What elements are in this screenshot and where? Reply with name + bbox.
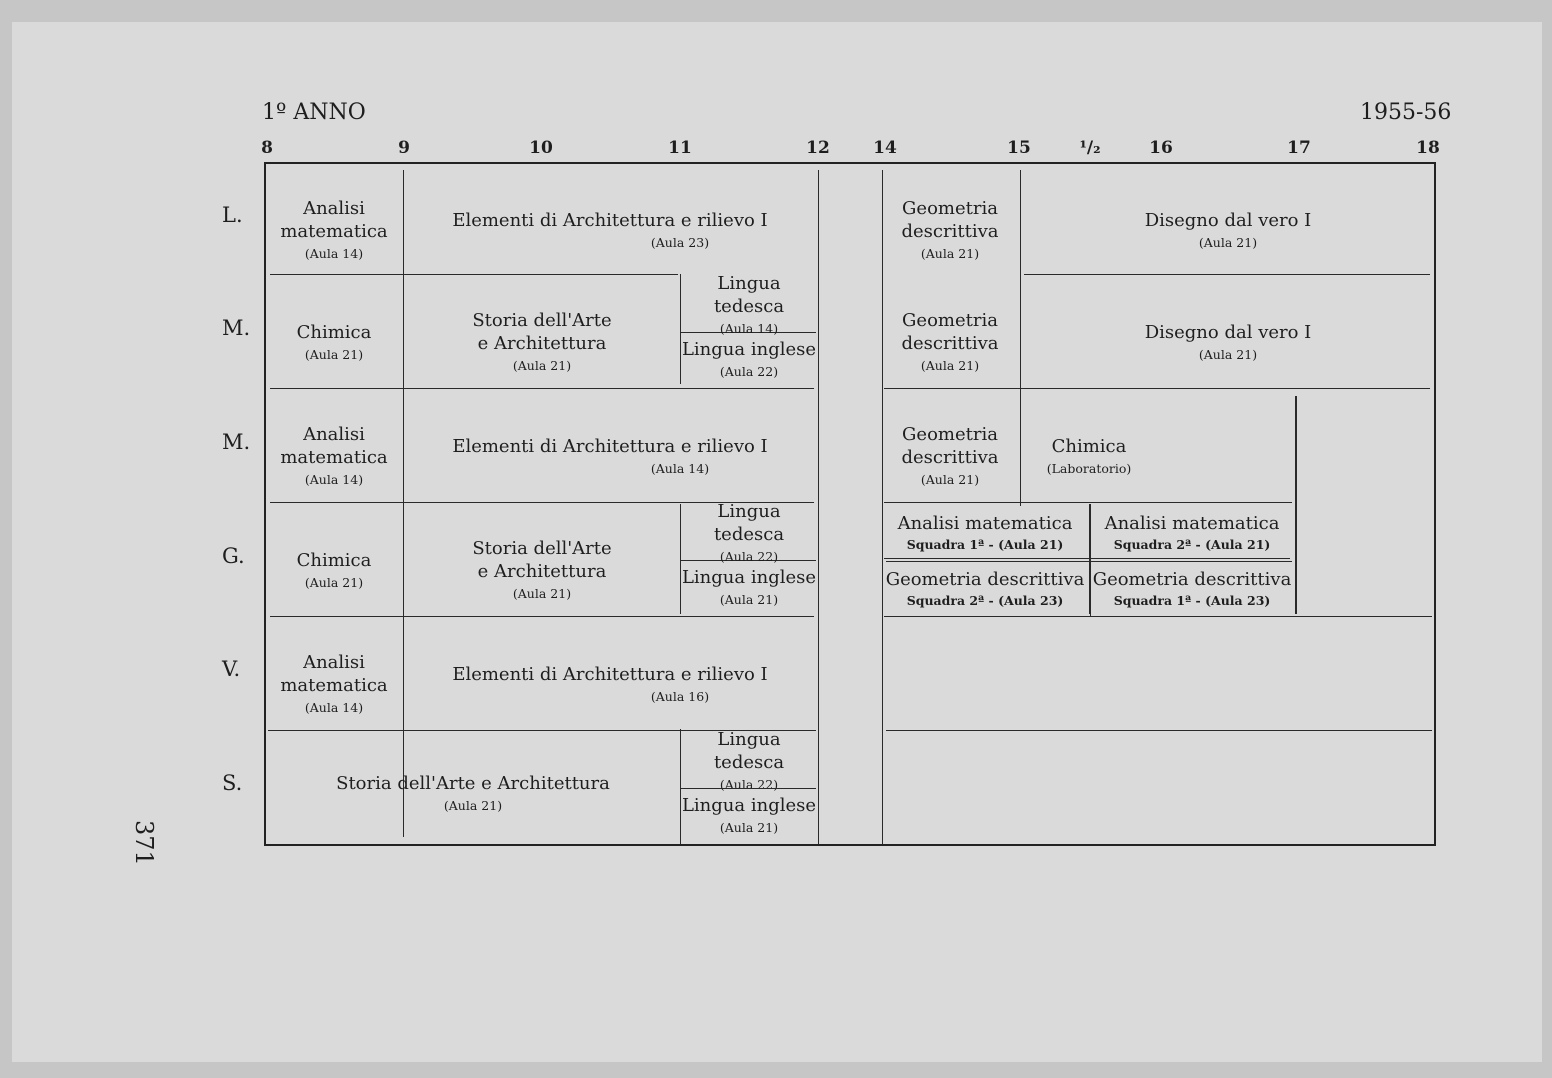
lesson-storia-arte (404, 290, 680, 396)
lesson-elementi-architettura (404, 404, 816, 510)
lesson-analisi-matematica (266, 178, 402, 284)
lesson-title: Analisi (303, 652, 365, 673)
lesson-title: Geometria (902, 310, 998, 331)
grid-line (1089, 504, 1090, 614)
lesson-lingua-tedesca (680, 273, 818, 336)
lesson-title: matematica (280, 447, 388, 468)
lesson-room: (Aula 14) (304, 246, 364, 261)
academic-period: 1955-56 (1360, 100, 1452, 125)
grid-line (1295, 396, 1296, 614)
lesson-room: (Aula 21) (1198, 346, 1258, 362)
lesson-title: descrittiva (901, 447, 999, 468)
hour-label: 8 (261, 138, 273, 158)
hour-label: 9 (398, 138, 410, 158)
grid-line (682, 730, 816, 731)
day-label-venerdi: V. (222, 657, 241, 681)
lesson-room: (Aula 21) (719, 591, 779, 607)
day-label-martedi: M. (222, 316, 251, 340)
lesson-title: Lingua inglese (681, 566, 817, 588)
hour-label: 17 (1287, 138, 1311, 158)
lesson-disegno-dal-vero (1022, 290, 1434, 396)
lesson-chimica (266, 290, 402, 396)
lesson-title: Disegno dal vero I (1144, 209, 1312, 231)
lesson-room: (Aula 21) (512, 358, 572, 373)
lesson-title: Elementi di Architettura e rilievo I (452, 435, 768, 457)
lesson-room: (Aula 22) (719, 549, 779, 564)
lesson-room: Squadra 2ª - (Aula 21) (1113, 537, 1271, 552)
lesson-title: Lingua tedesca (713, 501, 785, 545)
lesson-disegno-dal-vero (1022, 178, 1434, 284)
grid-line (682, 788, 816, 789)
hour-label: 15 (1007, 138, 1031, 158)
lesson-room: (Aula 21) (304, 346, 364, 362)
lesson-title: Geometria descrittiva (885, 569, 1085, 590)
lesson-title: Geometria (902, 198, 998, 219)
hour-label: 18 (1416, 138, 1440, 158)
lesson-title: descrittiva (901, 221, 999, 242)
lesson-geometria-descrittiva (882, 404, 1018, 510)
grid-line (1020, 170, 1021, 506)
lesson-room: (Aula 21) (920, 246, 980, 261)
day-label-giovedi: G. (222, 544, 245, 568)
lesson-room: (Aula 21) (304, 574, 364, 590)
lesson-title: Chimica (296, 549, 372, 571)
lesson-title: Analisi matematica (1104, 513, 1280, 534)
hour-label: 14 (873, 138, 897, 158)
lesson-analisi-matematica-squadra (1090, 506, 1294, 560)
grid-line (680, 730, 681, 842)
lesson-title: Storia dell'Arte e Architettura (336, 772, 610, 794)
lesson-title: Elementi di Architettura e rilievo I (452, 209, 768, 231)
lesson-title: Analisi (303, 424, 365, 445)
lesson-chimica (266, 518, 402, 624)
lesson-room: Squadra 2ª - (Aula 23) (906, 593, 1064, 608)
day-label-mercoledi: M. (222, 430, 251, 454)
lesson-storia-arte (404, 518, 680, 624)
lesson-analisi-matematica-squadra (882, 506, 1088, 560)
lesson-title: Chimica (296, 321, 372, 343)
lesson-lingua-tedesca (680, 729, 818, 792)
lesson-storia-arte (266, 746, 680, 842)
lesson-title: Analisi (303, 198, 365, 219)
lesson-title: Elementi di Architettura e rilievo I (452, 663, 768, 685)
day-label-lunedi: L. (222, 203, 243, 227)
lesson-title: Geometria (902, 424, 998, 445)
lesson-room: (Aula 14) (650, 460, 710, 476)
lesson-chimica-laboratorio (1022, 404, 1156, 510)
lesson-room: (Aula 14) (304, 472, 364, 487)
lesson-room: (Aula 21) (512, 586, 572, 601)
day-label-sabato: S. (222, 771, 243, 795)
hour-label: 11 (668, 138, 692, 158)
lesson-title: Chimica (1051, 435, 1127, 457)
lesson-room: (Aula 21) (1198, 234, 1258, 250)
lesson-title: Lingua tedesca (713, 729, 785, 773)
grid-line (268, 730, 680, 731)
lesson-title: Storia dell'Arte (472, 310, 612, 331)
lesson-lingua-tedesca (680, 501, 818, 564)
lesson-title: e Architettura (477, 561, 607, 582)
lesson-title: e Architettura (477, 333, 607, 354)
lesson-title: Geometria descrittiva (1092, 569, 1292, 590)
lesson-analisi-matematica (266, 404, 402, 510)
lesson-title: Storia dell'Arte (472, 538, 612, 559)
lesson-title: Lingua tedesca (713, 273, 785, 317)
lesson-analisi-matematica (266, 632, 402, 738)
grid-line (886, 616, 1432, 617)
lesson-room: (Aula 21) (920, 358, 980, 373)
lesson-geometria-descrittiva-squadra (1090, 562, 1294, 616)
hour-label: 10 (529, 138, 553, 158)
lesson-lingua-inglese (680, 562, 818, 614)
lesson-lingua-inglese (680, 790, 818, 842)
lesson-title: Disegno dal vero I (1144, 321, 1312, 343)
lesson-geometria-descrittiva (882, 178, 1018, 284)
lesson-room: (Aula 16) (650, 688, 710, 704)
lesson-elementi-architettura (404, 178, 816, 284)
hour-label: 12 (806, 138, 830, 158)
lesson-room: Squadra 1ª - (Aula 21) (906, 537, 1064, 552)
lesson-title: matematica (280, 675, 388, 696)
lesson-room: (Laboratorio) (1046, 460, 1132, 476)
hour-label: 16 (1149, 138, 1173, 158)
lesson-title: Lingua inglese (681, 338, 817, 360)
lesson-room: (Aula 22) (719, 363, 779, 379)
hour-label: ¹/₂ (1079, 138, 1101, 158)
lesson-room: (Aula 21) (719, 819, 779, 835)
lesson-title: Lingua inglese (681, 794, 817, 816)
lesson-title: matematica (280, 221, 388, 242)
lesson-title: descrittiva (901, 333, 999, 354)
lesson-room: (Aula 14) (304, 700, 364, 715)
grid-line (886, 730, 1432, 731)
lesson-lingua-inglese (680, 334, 818, 386)
lesson-title: Analisi matematica (897, 513, 1073, 534)
lesson-room: Squadra 1ª - (Aula 23) (1113, 593, 1271, 608)
lesson-room: (Aula 22) (719, 777, 779, 792)
grid-line (886, 561, 1292, 562)
year-title: 1º ANNO (262, 100, 366, 125)
lesson-room: (Aula 23) (650, 234, 710, 250)
grid-line (1296, 396, 1297, 614)
lesson-elementi-architettura (404, 632, 816, 738)
lesson-geometria-descrittiva (882, 290, 1018, 396)
grid-line (818, 170, 819, 844)
lesson-room: (Aula 21) (920, 472, 980, 487)
page-number: 371 (130, 820, 158, 866)
lesson-geometria-descrittiva-squadra (882, 562, 1088, 616)
lesson-room: (Aula 21) (443, 797, 503, 813)
lesson-room: (Aula 14) (719, 321, 779, 336)
